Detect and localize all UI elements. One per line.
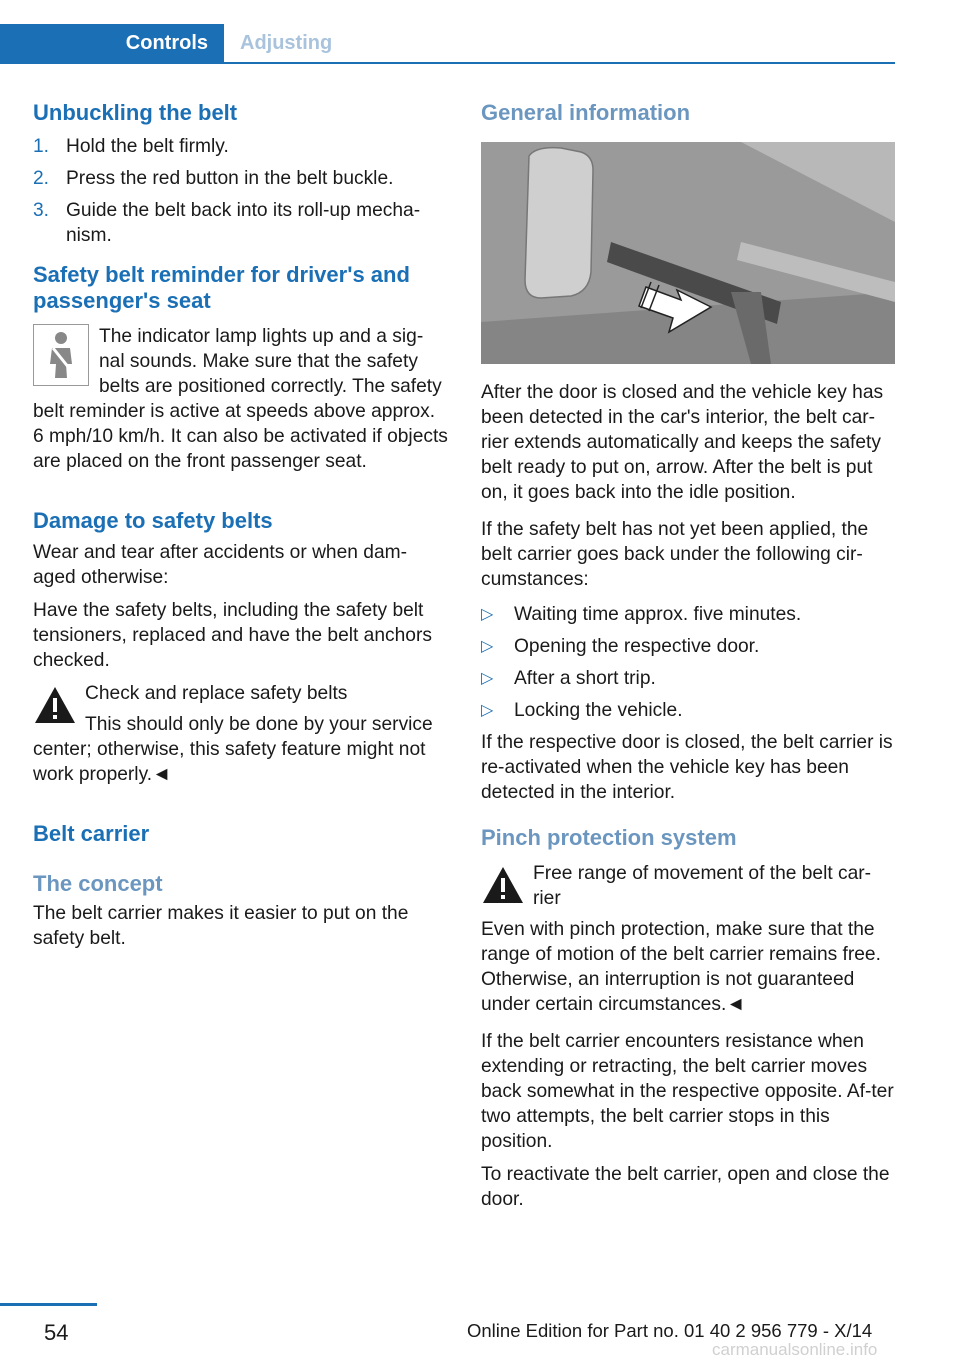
list-item	[481, 602, 896, 627]
reminder-text: The indicator lamp lights up and a sig-nal sounds. Make sure that the safety belts are positioned correctly. The safety belt reminder is active at speeds above approx. 6 mph/10 km/h. It can also be activated if objects are placed on the front passenger seat.	[33, 326, 448, 472]
step-number: 3.	[33, 200, 50, 221]
warning-title: Free range of movement of the belt car-rier	[533, 863, 872, 909]
pinch-paragraph-1: If the belt carrier encounters resistance when extending or retracting, the belt carrier moves back somewhat in the respective opposite. Af-ter two attempts, the belt carrier stops in this position.	[481, 1031, 894, 1152]
tab-adjusting[interactable]: Adjusting	[240, 32, 333, 54]
damage-heading: Damage to safety belts	[33, 508, 273, 533]
condition-text: Waiting time approx. five minutes.	[514, 604, 802, 625]
damage-paragraph-2: Have the safety belts, including the safety belt tensioners, replaced and have the belt anchors checked.	[33, 600, 432, 671]
list-item	[481, 634, 896, 659]
reminder-block	[33, 324, 448, 482]
unbuckling-heading: Unbuckling the belt	[33, 100, 238, 125]
list-item	[481, 666, 896, 691]
footer-divider	[0, 1303, 97, 1306]
warning-box	[33, 681, 448, 795]
reminder-heading: Safety belt reminder for driver's and passenger's seat	[33, 262, 410, 313]
unbuckling-steps	[33, 134, 448, 248]
warning-icon	[481, 865, 525, 905]
step-text: Guide the belt back into its roll-up mecha-nism.	[66, 200, 421, 246]
concept-heading: The concept	[33, 871, 163, 896]
step-number: 2.	[33, 168, 50, 189]
general-info-heading: General information	[481, 100, 691, 125]
left-column	[33, 100, 448, 959]
belt-carrier-photo	[481, 142, 895, 364]
warning-text: Even with pinch protection, make sure that the range of motion of the belt carrier remains free. Otherwise, an interruption is not guaranteed under certain circumstances.◄	[481, 919, 881, 1015]
condition-text: Locking the vehicle.	[514, 700, 683, 721]
pinch-protection-heading: Pinch protection system	[481, 825, 737, 850]
warning-box	[481, 861, 896, 1017]
triangle-bullet-icon: ▷	[481, 702, 494, 719]
triangle-bullet-icon: ▷	[481, 670, 494, 687]
warning-text: This should only be done by your service center; otherwise, this safety feature might not work properly.◄	[33, 714, 433, 785]
pinch-paragraph-2: To reactivate the belt carrier, open and close the door.	[481, 1164, 890, 1210]
step-number: 1.	[33, 136, 50, 157]
list-item	[33, 166, 448, 191]
list-item	[33, 134, 448, 159]
warning-title: Check and replace safety belts	[85, 683, 348, 704]
step-text: Press the red button in the belt buckle.	[66, 168, 394, 189]
seatbelt-indicator-icon	[33, 324, 89, 386]
condition-text: After a short trip.	[514, 668, 656, 689]
triangle-bullet-icon: ▷	[481, 638, 494, 655]
list-item	[481, 698, 896, 723]
concept-text: The belt carrier makes it easier to put on the safety belt.	[33, 903, 409, 949]
watermark: carmanualsonline.info	[712, 1340, 878, 1359]
page-number: 54	[44, 1320, 69, 1345]
header-tab-bar	[0, 24, 895, 64]
right-column	[481, 100, 896, 1220]
conditions-list	[481, 602, 896, 723]
general-paragraph-3: If the respective door is closed, the belt carrier is re-activated when the vehicle key has been detected in the interior.	[481, 732, 893, 803]
general-paragraph-1: After the door is closed and the vehicle key has been detected in the car's interior, the belt car-rier extends automatically and keeps the safety belt ready to put on, arrow. After the belt is put on, it goes back into the idle position.	[481, 382, 884, 503]
step-text: Hold the belt firmly.	[66, 136, 229, 157]
damage-paragraph-1: Wear and tear after accidents or when dam-aged otherwise:	[33, 542, 407, 588]
belt-carrier-heading: Belt carrier	[33, 821, 150, 846]
condition-text: Opening the respective door.	[514, 636, 760, 657]
tab-controls[interactable]: Controls	[0, 24, 224, 62]
warning-icon	[33, 685, 77, 725]
triangle-bullet-icon: ▷	[481, 606, 494, 623]
edition-label: Online Edition for Part no. 01 40 2 956 779 - X/14	[467, 1320, 873, 1341]
general-paragraph-2: If the safety belt has not yet been applied, the belt carrier goes back under the following cir-cumstances:	[481, 519, 869, 590]
list-item	[33, 198, 448, 248]
